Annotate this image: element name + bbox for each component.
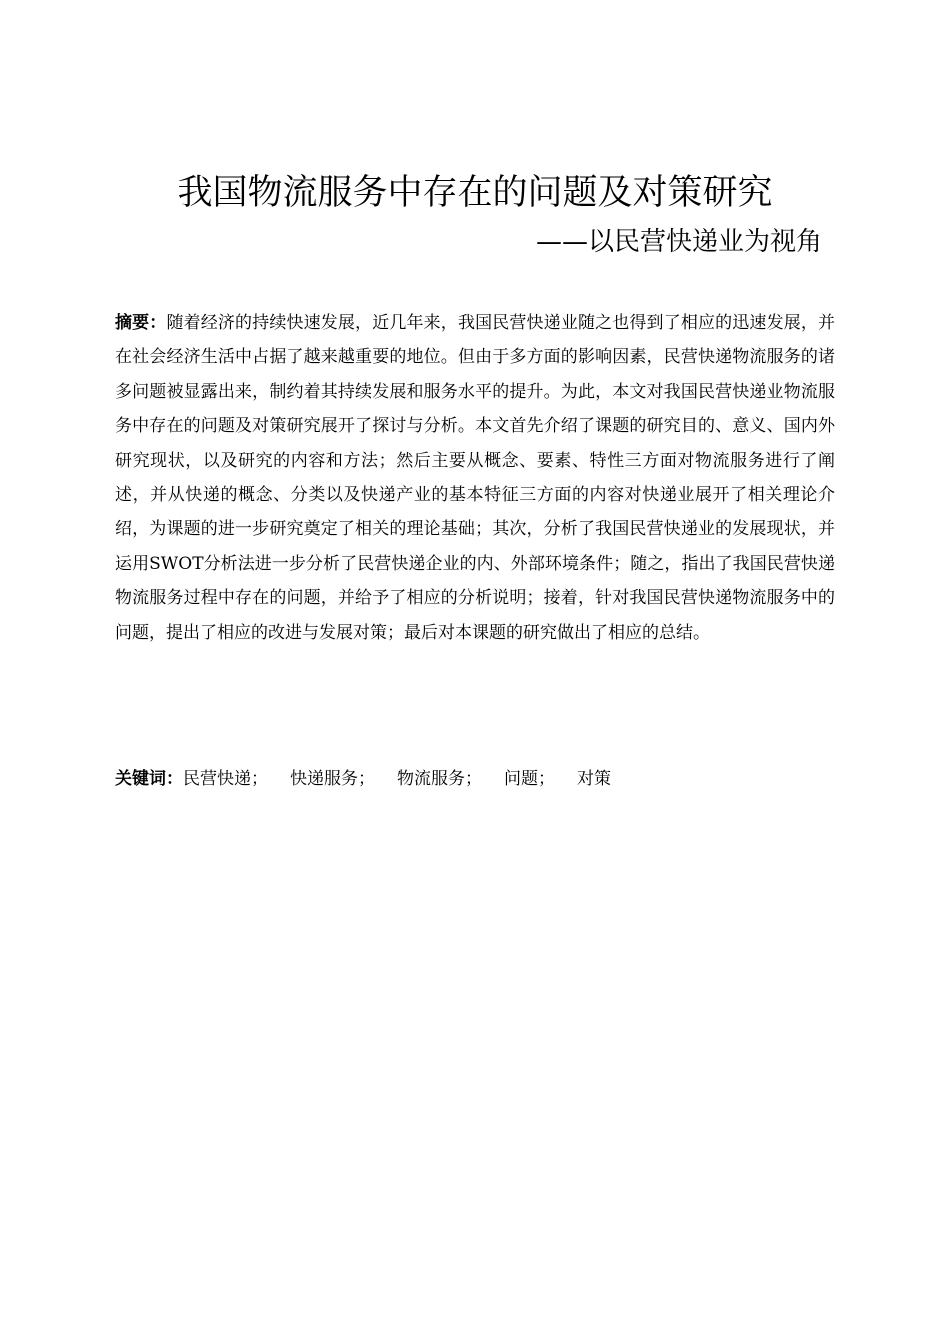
document-subtitle: ——以民营快递业为视角: [535, 227, 822, 257]
keyword-item: 问题；: [504, 769, 555, 789]
keywords-line: [115, 762, 835, 796]
keyword-item: 物流服务；: [397, 769, 482, 789]
keywords-label: 关键词：: [115, 769, 183, 789]
document-title: 我国物流服务中存在的问题及对策研究: [177, 173, 773, 213]
keyword-item: 快递服务；: [290, 769, 375, 789]
keywords-list: [183, 769, 611, 789]
keyword-item: 民营快递；: [183, 769, 268, 789]
abstract-label: 摘要：: [115, 313, 167, 333]
abstract-text: 随着经济的持续快速发展，近几年来，我国民营快递业随之也得到了相应的迅速发展，并在社会经济生活中占据了越来越重要的地位。但由于多方面的影响因素，民营快递物流服务的诸多问题被显露出来，制约着其持续发展和服务水平的提升。为此，本文对我国民营快递业物流服务中存在的问题及对策研究展开了探讨与分析。本文首先介绍了课题的研究目的、意义、国内外研究现状，以及研究的内容和方法；然后主要从概念、要素、特性三方面对物流服务进行了阐述，并从快递的概念、分类以及快递产业的基本特征三方面的内容对快递业展开了相关理论介绍，为课题的进一步研究奠定了相关的理论基础；其次，分析了我国民营快递业的发展现状，并运用SWOT分析法进一步分析了民营快递企业的内、外部环境条件；随之，指出了我国民营快递物流服务过程中存在的问题，并给予了相应的分析说明；接着，针对我国民营快递物流服务中的问题，提出了相应的改进与发展对策；最后对本课题的研究做出了相应的总结。: [115, 313, 836, 643]
abstract-paragraph: [115, 306, 835, 650]
keyword-item: 对策: [577, 769, 611, 789]
